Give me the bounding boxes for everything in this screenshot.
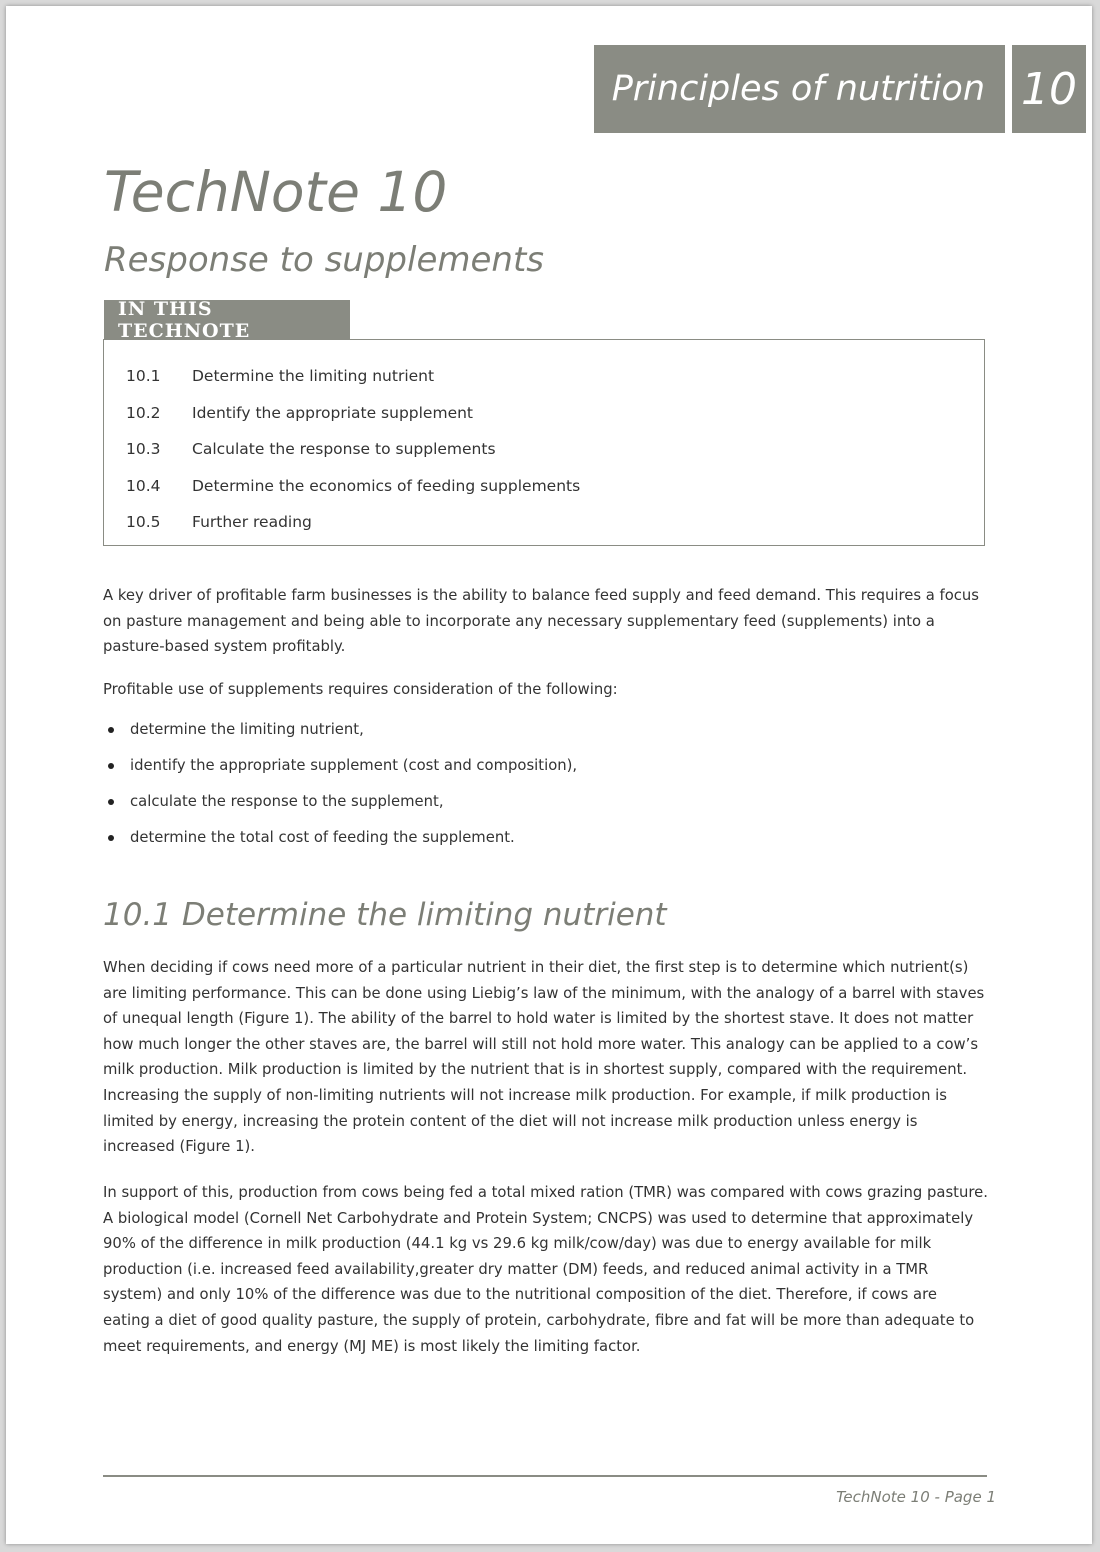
page-number-label: TechNote 10 - Page 1	[836, 1488, 996, 1506]
list-item-text: calculate the response to the supplement,	[130, 793, 444, 810]
toc-item-number: 10.3	[126, 440, 161, 459]
toc-item[interactable]	[104, 358, 984, 395]
page-title: TechNote 10	[104, 160, 448, 224]
chapter-title: Principles of nutrition	[611, 69, 985, 109]
list-item	[103, 753, 988, 789]
intro-lead-paragraph: Profitable use of supplements requires consideration of the following:	[103, 681, 618, 698]
chapter-title-banner	[594, 45, 1005, 133]
list-item	[103, 789, 988, 825]
toc-item-number: 10.4	[126, 476, 161, 495]
toc-box	[103, 339, 985, 546]
intro-paragraph: A key driver of profitable farm businesses is the ability to balance feed supply and feed demand. This requires a focus on pasture management and being able to incorporate any necessary supplementary feed (supplements) into a pasture-based system profitably.	[103, 587, 980, 656]
toc-item-number: 10.1	[126, 367, 161, 386]
toc-item-number: 10.2	[126, 403, 161, 422]
bullet-icon	[108, 835, 114, 841]
consideration-list	[103, 717, 988, 861]
list-item	[103, 825, 988, 861]
bullet-icon	[108, 727, 114, 733]
toc-item-label: Determine the limiting nutrient	[192, 367, 435, 386]
toc-item[interactable]	[104, 504, 984, 541]
section-paragraph: In support of this, production from cows being fed a total mixed ration (TMR) was compared with cows grazing pasture. A biological model (Cornell Net Carbohydrate and Protein System; CNCPS) was used to determine that approximately 90% of the difference in milk production (44.1 kg vs 29.6 kg milk/cow/day) was due to energy available for milk production (i.e. increased feed availability,greater dry matter (DM) feeds, and reduced animal activity in a TMR system) and only 10% of the difference was due to the nutritional composition of the diet. Therefore, if cows are eating a diet of good quality pasture, the supply of protein, carbohydrate, fibre and fat will be more than adequate to meet requirements, and energy (MJ ME) is most likely the limiting factor.	[103, 1184, 988, 1355]
bullet-icon	[108, 763, 114, 769]
toc-item-label: Determine the economics of feeding supplements	[192, 476, 581, 495]
page-subtitle: Response to supplements	[104, 240, 544, 280]
section-heading: 10.1 Determine the limiting nutrient	[103, 897, 667, 933]
section-paragraph: When deciding if cows need more of a particular nutrient in their diet, the first step is to determine which nutrient(s) are limiting performance. This can be done using Liebig’s law of the minimum, with the analogy of a barrel with staves of unequal length (Figure 1). The ability of the barrel to hold water is limited by the shortest stave. It does not matter how much longer the other staves are, the barrel will still not hold more water. This analogy can be applied to a cow’s milk production. Milk production is limited by the nutrient that is in shortest supply, compared with the requirement. Increasing the supply of non-limiting nutrients will not increase milk production. For example, if milk production is limited by energy, increasing the protein content of the diet will not increase milk production unless energy is increased (Figure 1).	[103, 959, 985, 1156]
list-item	[103, 717, 988, 753]
list-item-text: determine the limiting nutrient,	[130, 721, 364, 738]
toc-heading: IN THIS TECHNOTE	[104, 300, 350, 340]
chapter-number-badge	[1012, 45, 1086, 133]
footer-divider	[103, 1475, 987, 1477]
toc-item-number: 10.5	[126, 513, 161, 532]
chapter-number: 10	[1021, 63, 1077, 115]
toc-item-label: Further reading	[192, 513, 312, 532]
toc-item[interactable]	[104, 468, 984, 505]
toc-item[interactable]	[104, 395, 984, 432]
bullet-icon	[108, 799, 114, 805]
toc-item-label: Calculate the response to supplements	[192, 440, 496, 459]
toc-item-label: Identify the appropriate supplement	[192, 403, 474, 422]
list-item-text: identify the appropriate supplement (cost and composition),	[130, 757, 578, 774]
toc-item[interactable]	[104, 431, 984, 468]
list-item-text: determine the total cost of feeding the supplement.	[130, 829, 515, 846]
